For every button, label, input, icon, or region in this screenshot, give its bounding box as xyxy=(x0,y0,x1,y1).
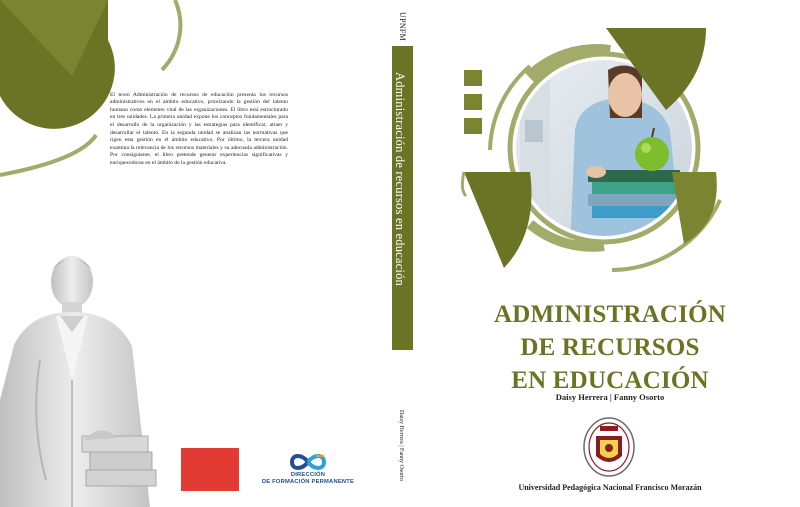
university-name: Universidad Pedagógica Nacional Francisco Morazán xyxy=(518,483,702,492)
spine-authors-text: Daisy Herrera | Fanny Osorto xyxy=(398,410,404,481)
back-cover-blurb: El texto Administración de recursos de educación presenta los recursos administrativos en el ámbito educativo, priorizando la gestión del talento humano como elemento vital de las organizaciones. El libro está estructurado en tres unidades. La primera unidad expone los conceptos fundamentales para el desarrollo de la organización y las estrategias para identificar, atraer y desarrollar el talento. En la segunda unidad se analizan las normativas que rigen esta gestión en el ámbito educativo. Por último, la tercera unidad examina la relevancia de los recursos materiales y su adecuada administración. Por consiguiente, el libro pretende generar experiencias significativas y enriquecedoras en el ámbito de la gestión educativa. xyxy=(110,91,288,166)
infinity-loop-icon xyxy=(286,452,330,472)
title-line-1: ADMINISTRACIÓN xyxy=(494,301,726,328)
publisher-line-2: DE FORMACIÓN PERMANENTE xyxy=(261,479,355,485)
book-authors: Daisy Herrera | Fanny Osorto xyxy=(555,392,665,402)
statue-illustration xyxy=(0,250,170,507)
title-line-3: EN EDUCACIÓN xyxy=(511,367,709,394)
red-accent-block xyxy=(181,448,239,491)
book-title xyxy=(460,298,760,397)
front-cover xyxy=(420,0,800,507)
publisher-line-1: DIRECCIÓN xyxy=(290,472,326,478)
title-line-2: DE RECURSOS xyxy=(520,334,700,361)
university-seal-icon xyxy=(582,416,636,478)
spine-title-text: Administración de recursos en educación xyxy=(393,72,407,286)
book-spine xyxy=(384,0,418,507)
front-cover-artwork xyxy=(420,0,800,300)
spine-acronym-text: UPNFM xyxy=(398,12,407,42)
publisher-logo xyxy=(258,452,358,486)
spine-authors xyxy=(390,0,414,507)
back-cover xyxy=(0,0,383,507)
